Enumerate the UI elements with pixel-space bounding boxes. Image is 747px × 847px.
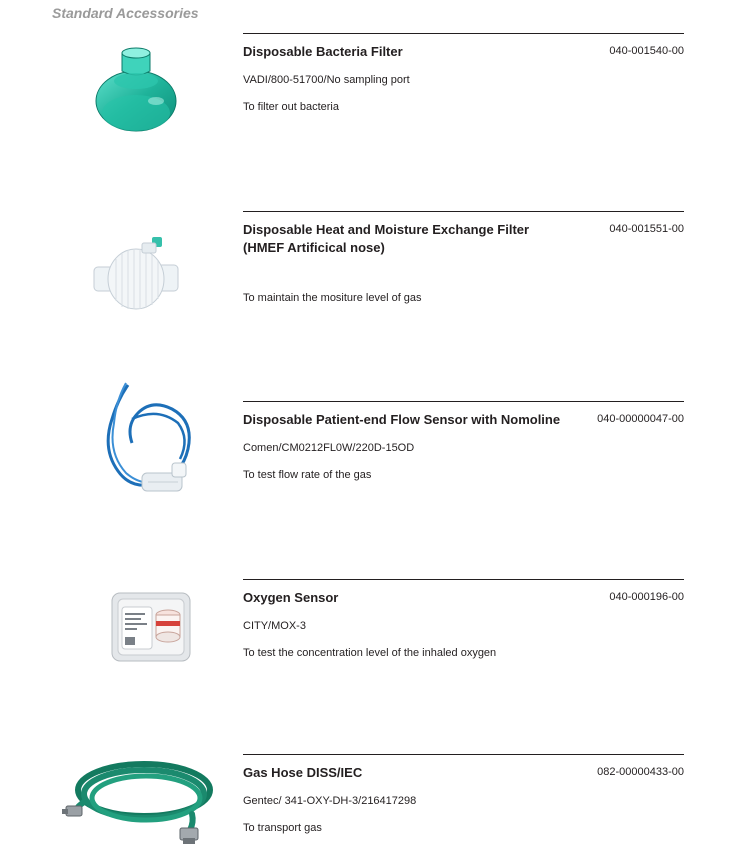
item-name: Disposable Patient-end Flow Sensor with Nomoline xyxy=(243,412,561,427)
item-description: To filter out bacteria xyxy=(243,101,339,113)
item-model: CITY/MOX-3 xyxy=(243,620,306,632)
divider xyxy=(243,401,684,402)
item-name: Disposable Heat and Moisture Exchange Filter (HMEF Artificical nose) xyxy=(243,222,530,255)
item-code: 040-00000047-00 xyxy=(597,413,684,425)
bacteria-filter-icon xyxy=(86,41,186,141)
item-model: Gentec/ 341-OXY-DH-3/216417298 xyxy=(243,795,417,807)
oxygen-sensor-icon xyxy=(110,591,192,663)
item-code: 082-00000433-00 xyxy=(597,766,684,778)
item-name: Disposable Bacteria Filter xyxy=(243,44,403,59)
hmef-filter-icon xyxy=(86,229,186,319)
item-description: To maintain the mositure level of gas xyxy=(243,292,422,304)
item-model: VADI/800-51700/No sampling port xyxy=(243,74,410,86)
accessory-item xyxy=(0,754,747,847)
accessory-item xyxy=(0,211,747,371)
accessory-item xyxy=(0,579,747,739)
flow-sensor-icon xyxy=(98,379,202,509)
item-code: 040-001551-00 xyxy=(609,223,684,235)
divider xyxy=(243,211,684,212)
item-code: 040-000196-00 xyxy=(609,591,684,603)
item-model: Comen/CM0212FL0W/220D-15OD xyxy=(243,442,415,454)
item-code: 040-001540-00 xyxy=(609,45,684,57)
accessory-item xyxy=(0,33,747,193)
divider xyxy=(243,33,684,34)
item-description: To test flow rate of the gas xyxy=(243,469,372,481)
item-description: To transport gas xyxy=(243,822,322,834)
divider xyxy=(243,754,684,755)
item-name: Gas Hose DISS/IEC xyxy=(243,765,363,780)
item-name: Oxygen Sensor xyxy=(243,590,339,605)
section-title: Standard Accessories xyxy=(52,5,199,21)
gas-hose-icon xyxy=(62,754,222,846)
item-description: To test the concentration level of the inhaled oxygen xyxy=(243,647,497,659)
accessory-item xyxy=(0,401,747,561)
divider xyxy=(243,579,684,580)
